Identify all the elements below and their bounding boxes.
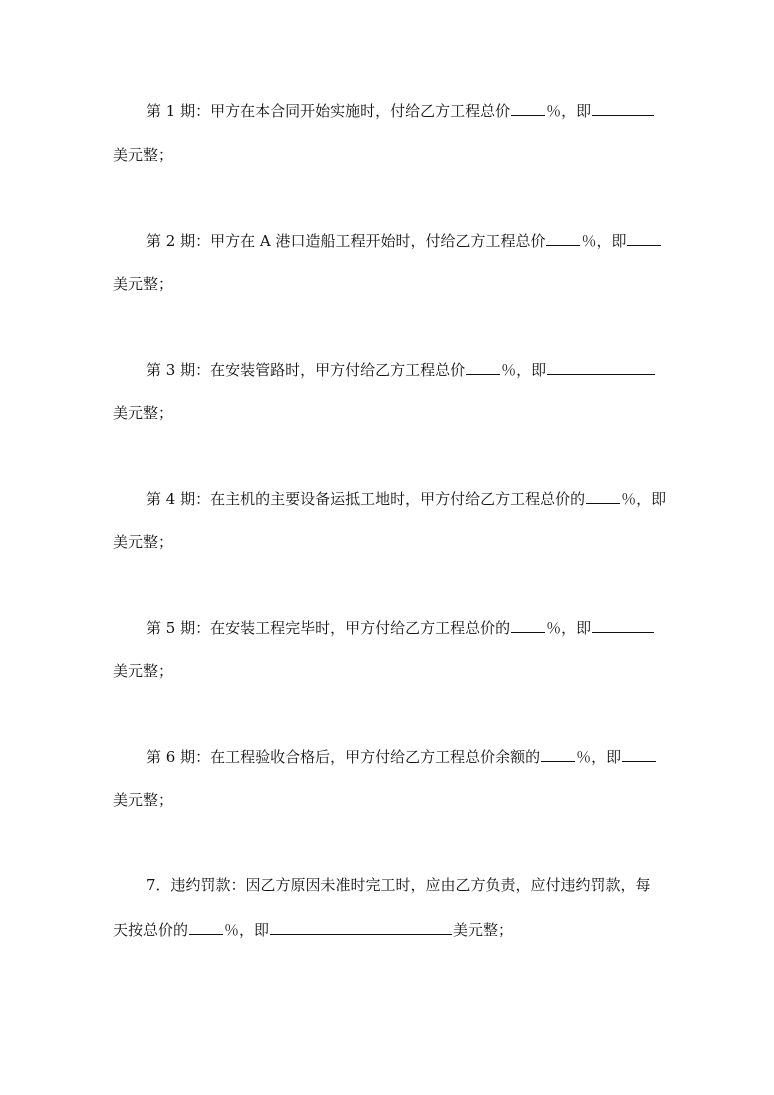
term-4-unit: 美元整； xyxy=(113,533,174,551)
percent-label: ％，即 xyxy=(501,361,547,379)
percent-blank xyxy=(586,488,620,504)
percent-blank xyxy=(546,230,580,246)
term-6-unit: 美元整； xyxy=(113,791,174,809)
penalty-clause-line-1: 7．违约罚款：因乙方原因未准时完工时，应由乙方负责，应付违约罚款，每 xyxy=(146,876,651,894)
percent-blank xyxy=(511,100,545,116)
percent-blank xyxy=(189,919,223,935)
percent-label: ％，即 xyxy=(224,921,270,939)
percent-label: ％，即 xyxy=(546,619,592,637)
payment-term-5 xyxy=(146,617,655,638)
penalty-clause-line-2 xyxy=(113,919,513,940)
penalty-text: 天按总价的 xyxy=(113,921,189,939)
percent-label: ％，即 xyxy=(581,232,627,250)
term-3-unit: 美元整； xyxy=(113,404,174,422)
term-5-text: 第 5 期：在安装工程完毕时，甲方付给乙方工程总价的 xyxy=(146,619,511,637)
percent-blank xyxy=(511,617,545,633)
penalty-unit: 美元整； xyxy=(453,921,514,939)
amount-blank xyxy=(627,230,661,246)
term-2-text: 第 2 期：甲方在 A 港口造船工程开始时，付给乙方工程总价 xyxy=(146,232,546,250)
payment-term-1 xyxy=(146,100,655,121)
percent-blank xyxy=(466,359,500,375)
amount-blank xyxy=(592,100,654,116)
percent-blank xyxy=(541,746,575,762)
amount-blank xyxy=(547,359,655,375)
amount-blank xyxy=(270,919,452,935)
term-3-text: 第 3 期：在安装管路时，甲方付给乙方工程总价 xyxy=(146,361,466,379)
term-2-unit: 美元整； xyxy=(113,275,174,293)
term-1-unit: 美元整； xyxy=(113,146,174,164)
percent-label: ％，即 xyxy=(621,490,667,508)
percent-label: ％，即 xyxy=(576,748,622,766)
payment-term-4 xyxy=(146,488,666,509)
term-5-unit: 美元整； xyxy=(113,662,174,680)
amount-blank xyxy=(622,746,656,762)
payment-term-6 xyxy=(146,746,657,767)
percent-label: ％，即 xyxy=(546,102,592,120)
term-4-text: 第 4 期：在主机的主要设备运抵工地时，甲方付给乙方工程总价的 xyxy=(146,490,586,508)
term-1-text: 第 1 期：甲方在本合同开始实施时，付给乙方工程总价 xyxy=(146,102,511,120)
payment-term-2 xyxy=(146,230,662,251)
payment-term-3 xyxy=(146,359,656,380)
term-6-text: 第 6 期：在工程验收合格后，甲方付给乙方工程总价余额的 xyxy=(146,748,541,766)
amount-blank xyxy=(592,617,654,633)
